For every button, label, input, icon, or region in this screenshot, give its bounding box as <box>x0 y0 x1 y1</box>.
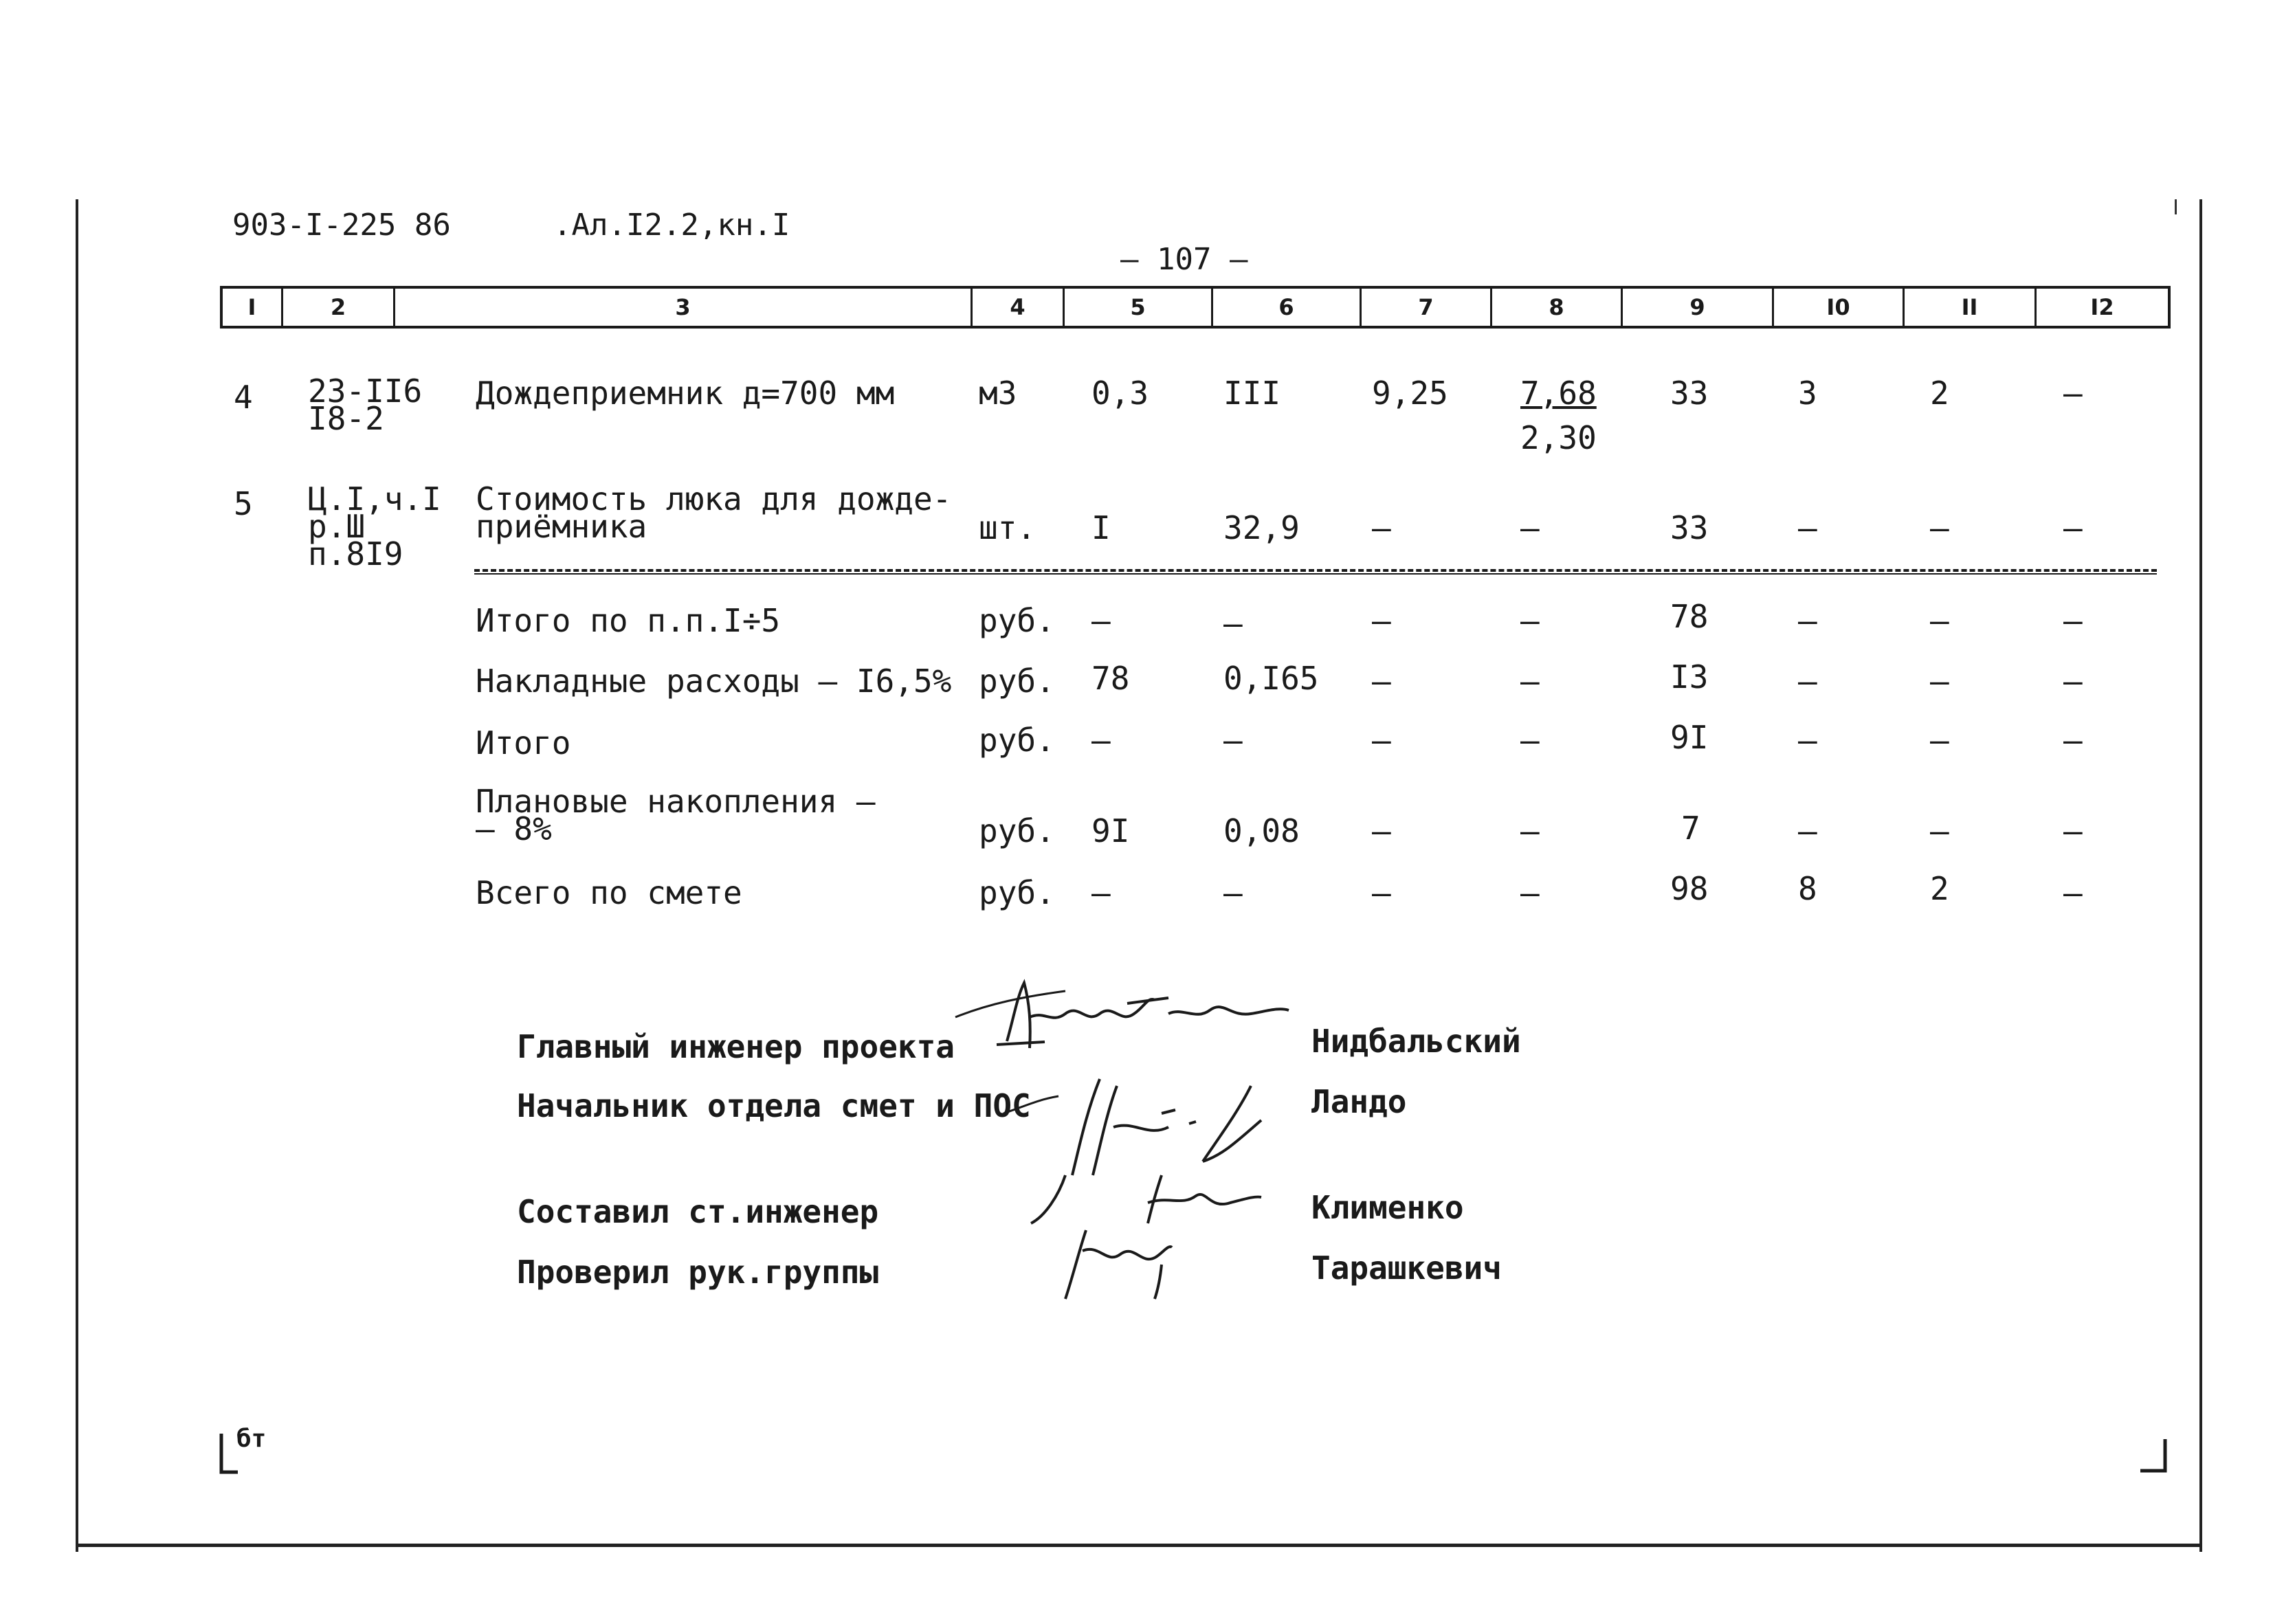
col10-value: – <box>1798 722 1817 759</box>
col-header-9: 9 <box>1621 289 1772 326</box>
page-frame-right <box>2199 199 2202 1552</box>
col8-value: – <box>1520 602 1540 639</box>
col7-value: 9,25 <box>1372 375 1448 412</box>
row-number: 5 <box>234 485 253 522</box>
signer-role: Главный инженер проекта <box>517 1028 955 1065</box>
col8-value: – <box>1520 874 1540 911</box>
col10-value: 3 <box>1798 375 1817 412</box>
col9-value: 78 <box>1670 598 1709 635</box>
signer-name: Тарашкевич <box>1311 1249 1502 1287</box>
col8-value: – <box>1520 509 1540 546</box>
summary-divider <box>474 569 2157 572</box>
col9-value: 33 <box>1670 375 1709 412</box>
col12-value: – <box>2063 812 2083 849</box>
col8-value-bottom: 2,30 <box>1520 419 1597 456</box>
col6-value: – <box>1223 722 1243 759</box>
signer-name: Нидбальский <box>1311 1023 1521 1060</box>
col11-value: 2 <box>1930 870 1949 907</box>
col11-value: – <box>1930 509 1949 546</box>
col12-value: – <box>2063 375 2083 412</box>
col6-value: 32,9 <box>1223 509 1300 546</box>
col6-value: III <box>1223 375 1281 412</box>
col10-value: – <box>1798 663 1817 700</box>
col10-value: 8 <box>1798 870 1817 907</box>
quantity: I <box>1091 509 1111 546</box>
col-header-2: 2 <box>281 289 393 326</box>
col12-value: – <box>2063 722 2083 759</box>
col10-value: – <box>1798 509 1817 546</box>
col6-value: 0,I65 <box>1223 660 1319 697</box>
col8-value-top: 7,68 <box>1520 375 1597 412</box>
work-name: Стоимость люка для дожде- приёмника <box>476 480 952 545</box>
col-header-4: 4 <box>971 289 1063 326</box>
col11-value: – <box>1930 602 1949 639</box>
col10-value: – <box>1798 602 1817 639</box>
corner-mark-right <box>2138 1439 2168 1473</box>
summary-label: Итого по п.п.I÷5 <box>476 602 781 639</box>
col7-value: – <box>1372 722 1391 759</box>
col5-value: 9I <box>1091 812 1130 849</box>
unit: руб. <box>979 722 1055 759</box>
col8-value: – <box>1520 812 1540 849</box>
frame-tick <box>2175 199 2177 214</box>
unit: руб. <box>979 663 1055 700</box>
col12-value: – <box>2063 509 2083 546</box>
unit: руб. <box>979 602 1055 639</box>
page-frame-left <box>76 199 78 1552</box>
page-frame-bottom <box>76 1544 2202 1547</box>
corner-note: бт <box>236 1425 267 1453</box>
col9-value: 9I <box>1670 719 1709 756</box>
col-header-10: I0 <box>1772 289 1903 326</box>
signer-role: Составил ст.инженер <box>517 1193 879 1230</box>
norm-code: Ц.I,ч.I р.Ш п.8I9 <box>308 480 441 572</box>
signer-name: Ландо <box>1311 1083 1407 1120</box>
page-number: — 107 — <box>1120 242 1248 277</box>
col9-value: 33 <box>1670 509 1709 546</box>
col9-value: 98 <box>1670 870 1709 907</box>
col9-value: 7 <box>1681 810 1700 847</box>
col-header-11: II <box>1903 289 2034 326</box>
handwritten-signature <box>1045 1223 1182 1306</box>
summary-divider-line <box>474 573 2157 575</box>
unit: м3 <box>979 375 1017 412</box>
unit: руб. <box>979 874 1055 911</box>
col-header-8: 8 <box>1490 289 1621 326</box>
sheet-reference: .Ал.I2.2,кн.I <box>553 208 790 243</box>
col8-value: – <box>1520 722 1540 759</box>
col11-value: – <box>1930 812 1949 849</box>
col-header-5: 5 <box>1063 289 1211 326</box>
col6-value: 0,08 <box>1223 812 1300 849</box>
col-header-12: I2 <box>2034 289 2168 326</box>
col7-value: – <box>1372 509 1391 546</box>
col12-value: – <box>2063 663 2083 700</box>
signer-role: Проверил рук.группы <box>517 1254 879 1291</box>
col7-value: – <box>1372 663 1391 700</box>
col7-value: – <box>1372 602 1391 639</box>
unit: шт. <box>979 509 1036 546</box>
col8-value: – <box>1520 663 1540 700</box>
col-header-6: 6 <box>1211 289 1360 326</box>
summary-label: Накладные расходы – I6,5% <box>476 663 952 700</box>
row-number: 4 <box>234 379 253 416</box>
col11-value: – <box>1930 722 1949 759</box>
norm-code: 23-II6 I8-2 <box>308 372 423 437</box>
col5-value: – <box>1091 874 1111 911</box>
col-header-1: I <box>247 294 256 320</box>
col6-value: – <box>1223 874 1243 911</box>
handwritten-signature <box>949 976 1292 1065</box>
col10-value: – <box>1798 812 1817 849</box>
col7-value: – <box>1372 874 1391 911</box>
summary-label: Всего по смете <box>476 874 742 911</box>
signer-name: Клименко <box>1311 1189 1464 1226</box>
col-header-3: 3 <box>393 289 971 326</box>
col11-value: 2 <box>1930 375 1949 412</box>
col-header-7: 7 <box>1360 289 1490 326</box>
col5-value: 78 <box>1091 660 1130 697</box>
col12-value: – <box>2063 874 2083 911</box>
col12-value: – <box>2063 602 2083 639</box>
summary-label: Итого <box>476 724 571 761</box>
column-header-row <box>220 286 2171 329</box>
col5-value: – <box>1091 602 1111 639</box>
col9-value: I3 <box>1670 658 1709 696</box>
quantity: 0,3 <box>1091 375 1149 412</box>
col7-value: – <box>1372 812 1391 849</box>
unit: руб. <box>979 812 1055 849</box>
doc-code: 903-I-225 86 <box>232 208 451 243</box>
work-name: Дождеприемник д=700 мм <box>476 375 895 412</box>
handwritten-signature <box>1024 1168 1272 1230</box>
col11-value: – <box>1930 663 1949 700</box>
col6-value: – <box>1223 605 1243 642</box>
signer-role: Начальник отдела смет и ПОС <box>517 1087 1031 1124</box>
summary-label: Плановые накопления – – 8% <box>476 783 876 847</box>
col5-value: – <box>1091 722 1111 759</box>
